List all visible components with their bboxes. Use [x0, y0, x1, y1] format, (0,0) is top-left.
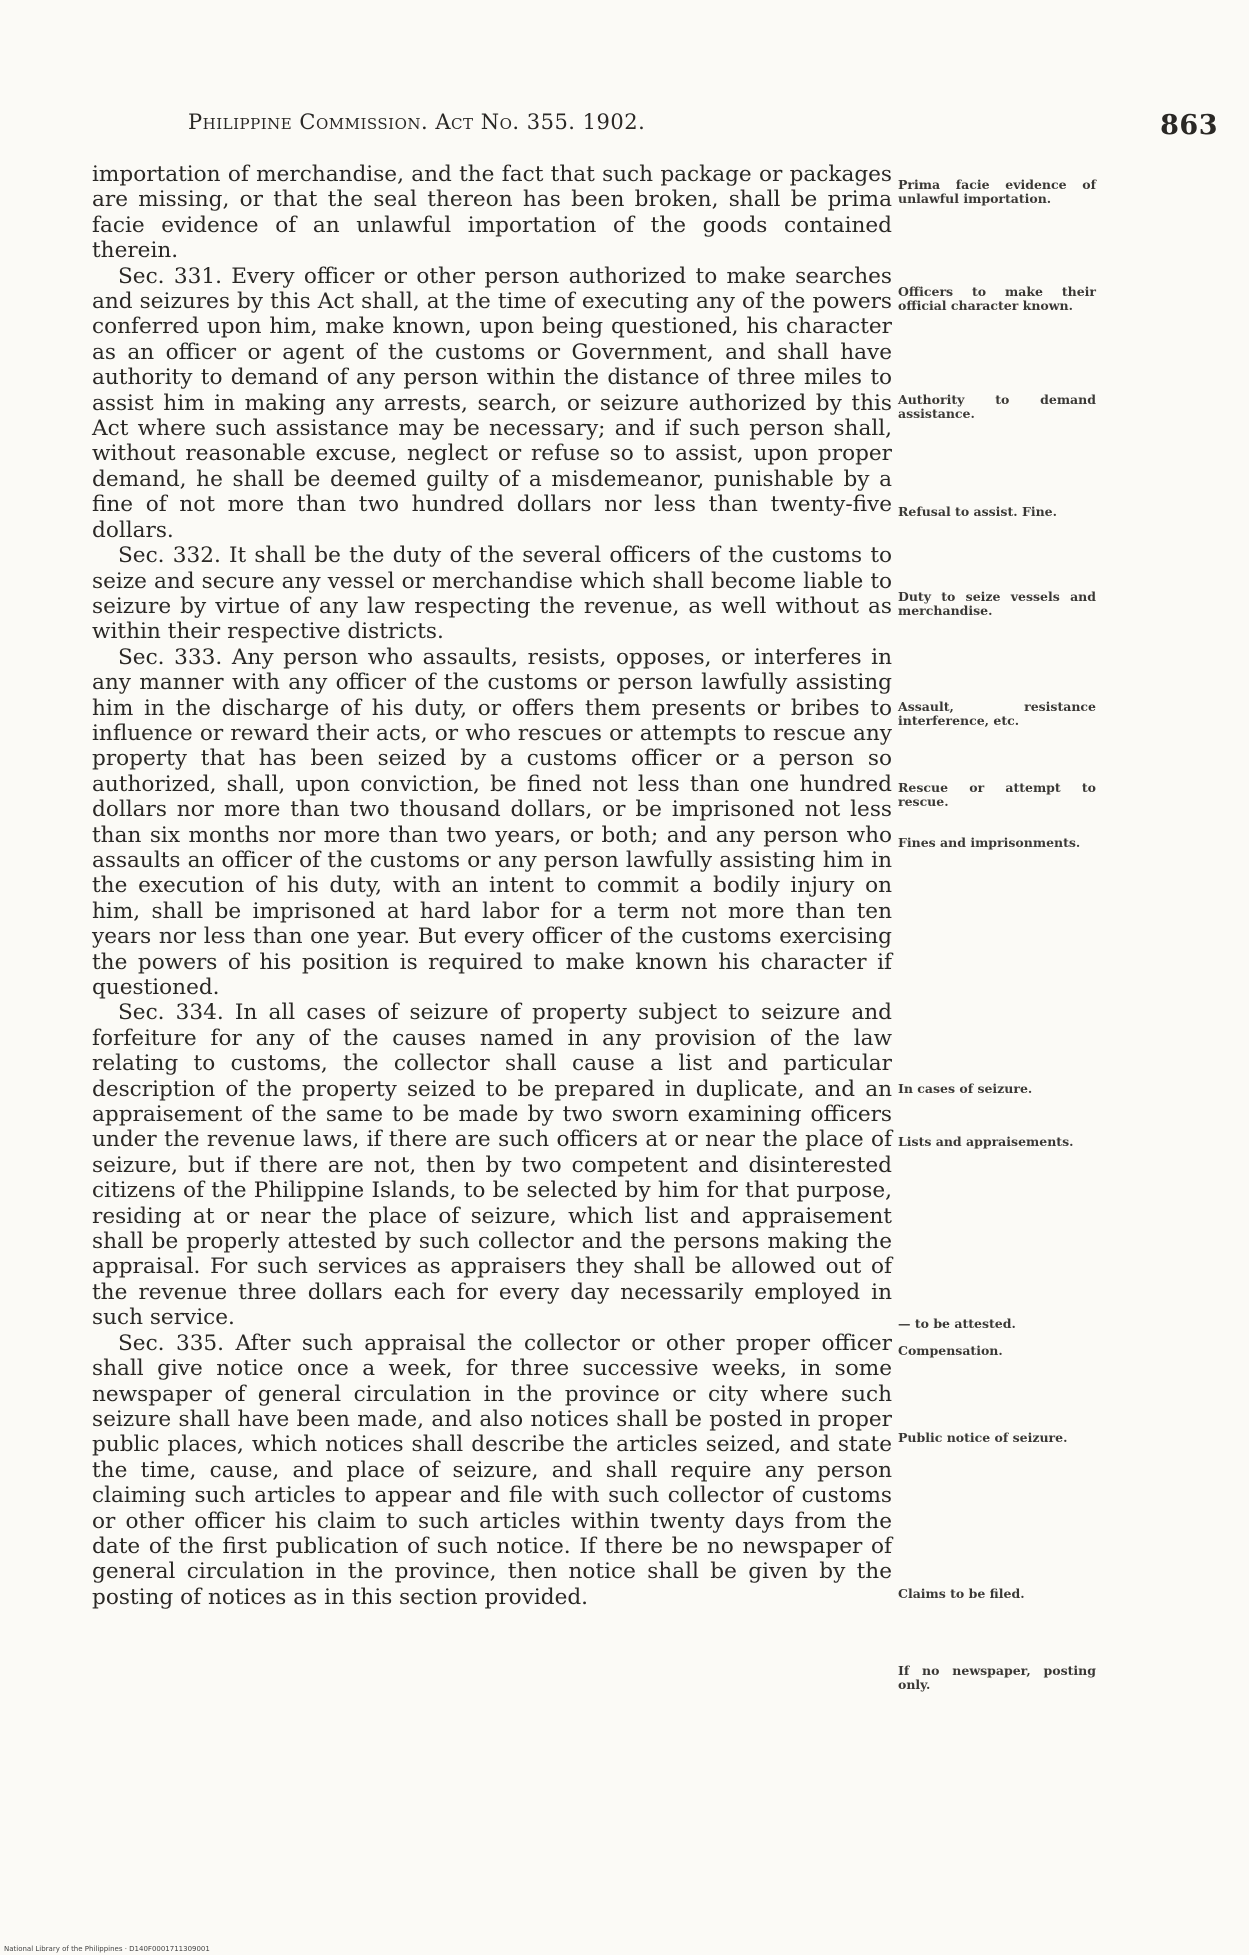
- section-332: Sec. 332. It shall be the duty of the several officers of the customs to seize and secure any vessel or merchandise which shall become liable to seizure by virtue of any law respecting the revenue, as well without as within their respective districts.: [92, 543, 892, 645]
- paragraph-continuation: importation of merchandise, and the fact that such package or packages are missing, or that the seal thereon has been broken, shall be prima facie evidence of an unlawful importation of the goods contained therein.: [92, 162, 892, 264]
- margin-note: Compensation.: [898, 1343, 1003, 1358]
- section-331: Sec. 331. Every officer or other person authorized to make searches and seizures by this Act shall, at the time of executing any of the powers conferred upon him, make known, upon being questioned, his character as an officer or agent of the customs or Government, and shall have authority to demand of any person within the distance of three miles to assist him in making any arrests, search, or seizure authorized by this Act where such assistance may be necessary; and if such person shall, without reasonable excuse, neglect or refuse so to assist, upon proper demand, he shall be deemed guilty of a misdemeanor, punishable by a fine of not more than two hundred dollars nor less than twenty-five dollars.: [92, 263, 892, 543]
- margin-note: Fines and imprisonments.: [898, 835, 1081, 850]
- margin-note: Duty to seize vessels and merchandise.: [898, 589, 1096, 618]
- margin-note: In cases of seizure.: [898, 1081, 1033, 1096]
- running-title: Philippine Commission. Act No. 355. 1902.: [188, 110, 646, 134]
- margin-note: Claims to be filed.: [898, 1586, 1025, 1601]
- margin-note: Assault, resistance interference, etc.: [898, 699, 1096, 728]
- margin-note: Refusal to assist. Fine.: [898, 504, 1057, 519]
- margin-note: Prima facie evidence of unlawful importation.: [898, 177, 1096, 206]
- section-334: Sec. 334. In all cases of seizure of property subject to seizure and forfeiture for any of the causes named in any provision of the law relating to customs, the collector shall cause a list and particular description of the property seized to be prepared in duplicate, and an appraisement of the same to be made by two sworn examining officers under the revenue laws, if there are such officers at or near the place of seizure, but if there are not, then by two competent and disinterested citizens of the Philippine Islands, to be selected by him for that purpose, residing at or near the place of seizure, which list and appraisement shall be properly attested by such collector and the persons making the appraisal. For such services as appraisers they shall be allowed out of the revenue three dollars each for every day necessarily employed in such service.: [92, 1000, 892, 1331]
- section-333: Sec. 333. Any person who assaults, resists, opposes, or interferes in any manner with any officer of the customs or person lawfully assisting him in the discharge of his duty, or offers them presents or bribes to influence or reward their acts, or who rescues or attempts to rescue any property that has been seized by a customs officer or a person so authorized, shall, upon conviction, be fined not less than one hundred dollars nor more than two thousand dollars, or be imprisoned not less than six months nor more than two years, or both; and any person who assaults an officer of the customs or any person lawfully assisting him in the execution of his duty, with an intent to commit a bodily injury on him, shall be imprisoned at hard labor for a term not more than ten years nor less than one year. But every officer of the customs exercising the powers of his position is required to make known his character if questioned.: [92, 644, 892, 1000]
- body-text: [92, 162, 892, 1610]
- margin-note: Authority to demand assistance.: [898, 392, 1096, 421]
- margin-note: — to be attested.: [898, 1316, 1016, 1331]
- margin-note: Public notice of seizure.: [898, 1430, 1068, 1445]
- section-335: Sec. 335. After such appraisal the collector or other proper officer shall give notice once a week, for three successive weeks, in some newspaper of general circulation in the province or city where such seizure shall have been made, and also notices shall be posted in proper public places, which notices shall describe the articles seized, and state the time, cause, and place of seizure, and shall require any person claiming such articles to appear and file with such collector of customs or other officer his claim to such articles within twenty days from the date of the first publication of such notice. If there be no newspaper of general circulation in the province, then notice shall be given by the posting of notices as in this section provided.: [92, 1330, 892, 1610]
- margin-note: Lists and appraisements.: [898, 1134, 1074, 1149]
- margin-note: If no newspaper, posting only.: [898, 1663, 1096, 1692]
- scan-footer: National Library of the Philippines · D140F0001711309001: [4, 1945, 210, 1953]
- margin-note: Officers to make their official character known.: [898, 284, 1096, 313]
- page-number: 863: [1160, 110, 1218, 141]
- margin-notes: [898, 0, 1098, 1955]
- margin-note: Rescue or attempt to rescue.: [898, 780, 1096, 809]
